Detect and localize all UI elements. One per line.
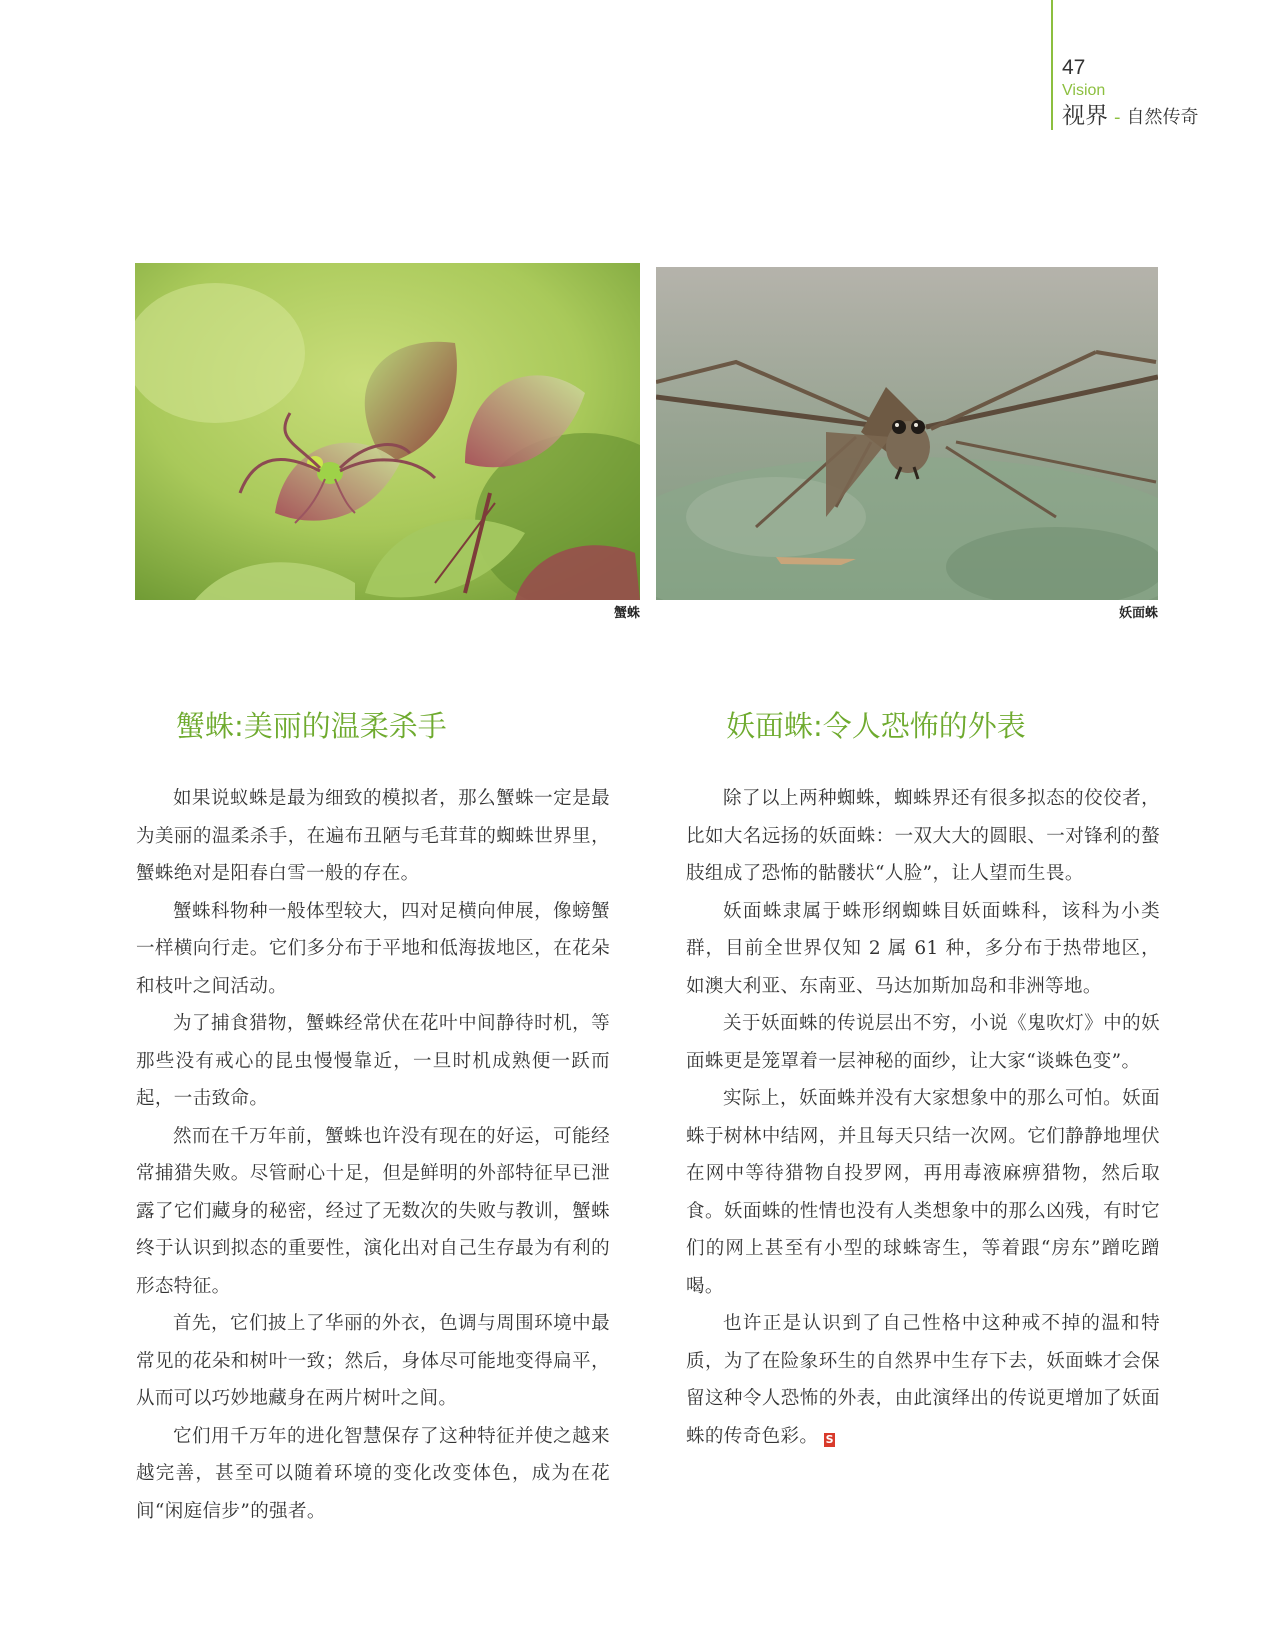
article-heading-crab-spider: 蟹蛛:美丽的温柔杀手 xyxy=(176,709,447,743)
net-casting-spider-photo xyxy=(656,267,1158,600)
article-column-right xyxy=(686,780,1160,1455)
section-label-en: Vision xyxy=(1062,82,1106,99)
paragraph: 然而在千万年前，蟹蛛也许没有现在的好运，可能经常捕猎失败。尽管耐心十足，但是鲜明的外部特征早已泄露了它们藏身的秘密，经过了无数次的失败与教训，蟹蛛终于认识到拟态的重要性，演化出对自己生存最为有利的形态特征。 xyxy=(136,1125,610,1297)
section-label xyxy=(1062,102,1199,132)
crab-spider-photo xyxy=(135,263,640,600)
paragraph: 关于妖面蛛的传说层出不穷，小说《鬼吹灯》中的妖面蛛更是笼罩着一层神秘的面纱，让大家“谈蛛色变”。 xyxy=(686,1013,1160,1072)
paragraph: 如果说蚁蛛是最为细致的模拟者，那么蟹蛛一定是最为美丽的温柔杀手，在遍布丑陋与毛茸茸的蜘蛛世界里，蟹蛛绝对是阳春白雪一般的存在。 xyxy=(136,788,610,884)
crab-spider-illustration xyxy=(135,263,640,600)
paragraph-last xyxy=(686,1305,1160,1455)
article-column-left xyxy=(136,780,610,1530)
section-separator: - xyxy=(1114,107,1121,128)
photo-caption-net-casting-spider: 妖面蛛 xyxy=(1118,606,1158,621)
section-label-cn: 视界 xyxy=(1062,103,1108,129)
paragraph: 妖面蛛隶属于蛛形纲蜘蛛目妖面蛛科，该科为小类群，目前全世界仅知 2 属 61 种，多分布于热带地区，如澳大利亚、东南亚、马达加斯加岛和非洲等地。 xyxy=(686,900,1160,997)
net-casting-spider-illustration xyxy=(656,267,1158,600)
photo-caption-crab-spider: 蟹蛛 xyxy=(613,606,640,621)
paragraph-text: 也许正是认识到了自己性格中这种戒不掉的温和特质，为了在险象环生的自然界中生存下去，妖面蛛才会保留这种令人恐怖的外表，由此演绎出的传说更增加了妖面蛛的传奇色彩。 xyxy=(686,1313,1160,1447)
paragraph: 蟹蛛科物种一般体型较大，四对足横向伸展，像螃蟹一样横向行走。它们多分布于平地和低海拔地区，在花朵和枝叶之间活动。 xyxy=(136,900,610,997)
paragraph: 实际上，妖面蛛并没有大家想象中的那么可怕。妖面蛛于树林中结网，并且每天只结一次网。它们静静地埋伏在网中等待猎物自投罗网，再用毒液麻痹猎物，然后取食。妖面蛛的性情也没有人类想象中的那么凶残，有时它们的网上甚至有小型的球蛛寄生，等着跟“房东”蹭吃蹭喝。 xyxy=(686,1088,1160,1297)
page-number: 47 xyxy=(1062,56,1086,79)
end-of-article-icon: S xyxy=(825,1432,834,1446)
article-heading-net-casting-spider: 妖面蛛:令人恐怖的外表 xyxy=(726,709,1026,743)
paragraph: 除了以上两种蜘蛛，蜘蛛界还有很多拟态的佼佼者，比如大名远扬的妖面蛛：一双大大的圆眼、一对锋利的螯肢组成了恐怖的骷髅状“人脸”，让人望而生畏。 xyxy=(686,788,1160,884)
paragraph: 为了捕食猎物，蟹蛛经常伏在花叶中间静待时机，等那些没有戒心的昆虫慢慢靠近，一旦时机成熟便一跃而起，一击致命。 xyxy=(136,1013,610,1109)
header-rule xyxy=(1051,0,1053,130)
paragraph: 它们用千万年的进化智慧保存了这种特征并使之越来越完善，甚至可以随着环境的变化改变体色，成为在花间“闲庭信步”的强者。 xyxy=(136,1425,610,1522)
section-sublabel: 自然传奇 xyxy=(1126,107,1199,128)
paragraph: 首先，它们披上了华丽的外衣，色调与周围环境中最常见的花朵和树叶一致；然后，身体尽可能地变得扁平，从而可以巧妙地藏身在两片树叶之间。 xyxy=(136,1313,610,1409)
